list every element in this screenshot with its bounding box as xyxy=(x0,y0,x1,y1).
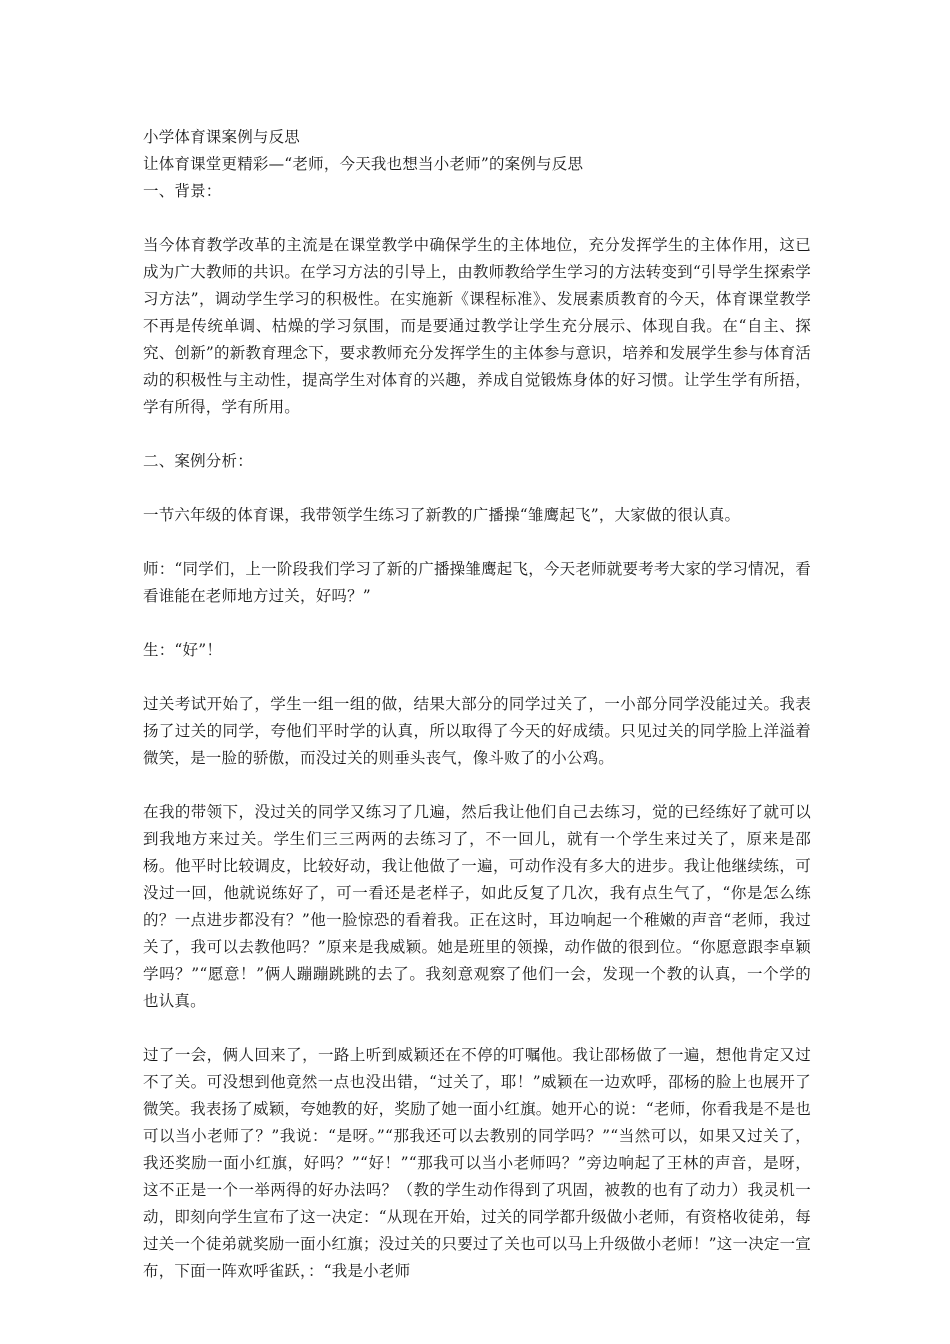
spacer xyxy=(143,529,811,556)
spacer xyxy=(143,664,811,691)
document-subtitle: 让体育课堂更精彩—“老师，今天我也想当小老师”的案例与反思 xyxy=(143,155,584,173)
spacer xyxy=(143,421,811,448)
student-dialogue: 生：“好”！ xyxy=(143,641,223,659)
document-page xyxy=(143,124,811,1285)
spacer xyxy=(143,610,811,637)
case-intro-paragraph: 一节六年级的体育课，我带领学生练习了新教的广播操“雏鹰起飞”，大家做的很认真。 xyxy=(143,506,741,524)
spacer xyxy=(143,1015,811,1042)
teacher-dialogue: 师：“同学们，上一阶段我们学习了新的广播操雏鹰起飞，今天老师就要考考大家的学习情况，看看谁能在老师地方过关，好吗？” xyxy=(143,560,811,605)
spacer xyxy=(143,475,811,502)
section-heading-case-analysis: 二、案例分析： xyxy=(143,452,253,470)
practice-paragraph: 在我的带领下，没过关的同学又练习了几遍，然后我让他们自己去练习，觉的已经练好了就可以到我地方来过关。学生们三三两两的去练习了，不一回儿，就有一个学生来过关了，原来是邵杨。他平时比较调皮，比较好动，我让他做了一遍，可动作没有多大的进步。我让他继续练，可没过一回，他就说练好了，可一看还是老样子，如此反复了几次，我有点生气了，“你是怎么练的？一点进步都没有？”他一脸惊恐的看着我。正在这时，耳边响起一个稚嫩的声音“老师，我过关了，我可以去教他吗？”原来是我威颖。她是班里的领操，动作做的很到位。“你愿意跟李卓颖学吗？”“愿意！”俩人蹦蹦跳跳的去了。我刻意观察了他们一会，发现一个教的认真，一个学的也认真。 xyxy=(143,803,811,1010)
section-heading-background: 一、背景： xyxy=(143,182,222,200)
exam-paragraph: 过关考试开始了，学生一组一组的做，结果大部分的同学过关了，一小部分同学没能过关。我表扬了过关的同学，夸他们平时学的认真，所以取得了今天的好成绩。只见过关的同学脸上洋溢着微笑，是一脸的骄傲，而没过关的则垂头丧气，像斗败了的小公鸡。 xyxy=(143,695,811,767)
background-paragraph: 当今体育教学改革的主流是在课堂教学中确保学生的主体地位，充分发挥学生的主体作用，这已成为广大教师的共识。在学习方法的引导上，由教师教给学生学习的方法转变到“引导学生探索学习方法”，调动学生学习的积极性。在实施新《课程标准》、发展素质教育的今天，体育课堂教学不再是传统单调、枯燥的学习氛围，而是要通过教学让学生充分展示、体现自我。在“自主、探究、创新”的新教育理念下，要求教师充分发挥学生的主体参与意识，培养和发展学生参与体育活动的积极性与主动性，提高学生对体育的兴趣，养成自觉锻炼身体的好习惯。让学生学有所捂，学有所得，学有所用。 xyxy=(143,236,811,416)
document-title: 小学体育课案例与反思 xyxy=(143,128,301,146)
spacer xyxy=(143,205,811,232)
spacer xyxy=(143,772,811,799)
return-paragraph: 过了一会，俩人回来了，一路上听到威颖还在不停的叮嘱他。我让邵杨做了一遍，想他肯定又过不了关。可没想到他竟然一点也没出错，“过关了，耶！”威颖在一边欢呼，邵杨的脸上也展开了微笑。我表扬了威颖，夸她教的好，奖励了她一面小红旗。她开心的说：“老师，你看我是不是也可以当小老师了？”我说：“是呀。”“那我还可以去教别的同学吗？”“当然可以，如果又过关了，我还奖励一面小红旗，好吗？”“好！”“那我可以当小老师吗？”旁边响起了王林的声音，是呀，这不正是一个一举两得的好办法吗？（教的学生动作得到了巩固，被教的也有了动力）我灵机一动，即刻向学生宣布了这一决定：“从现在开始，过关的同学都升级做小老师，有资格收徒弟，每过关一个徒弟就奖励一面小红旗；没过关的只要过了关也可以马上升级做小老师！”这一决定一宣布，下面一阵欢呼雀跃，：“我是小老师 xyxy=(143,1046,811,1280)
